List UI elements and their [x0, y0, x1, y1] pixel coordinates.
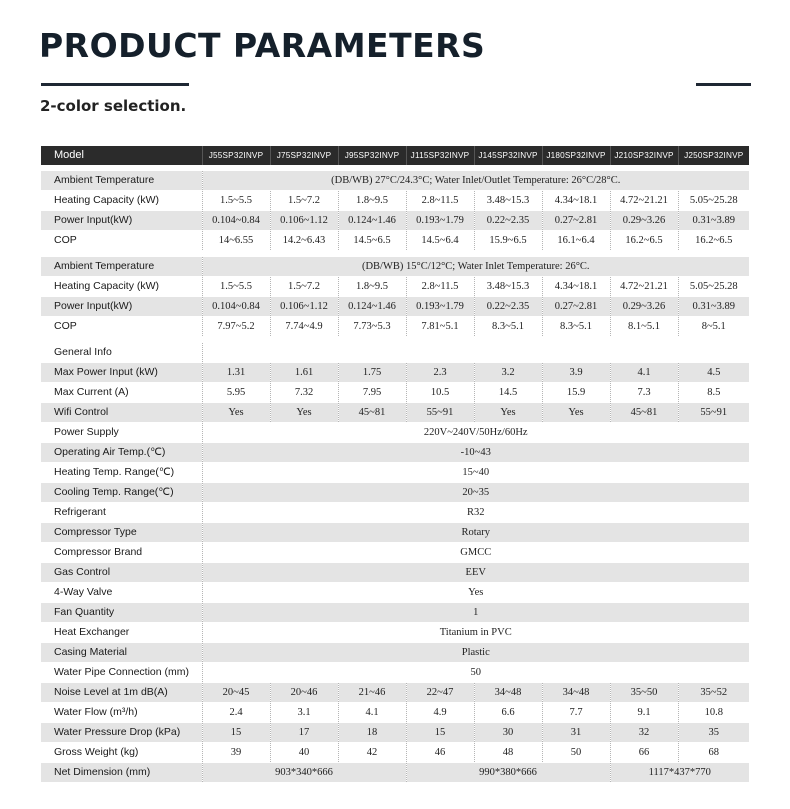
value-cell: 0.124~1.46 — [338, 211, 406, 231]
value-cell: 4.34~18.1 — [542, 277, 610, 297]
value-cell: 8.3~5.1 — [542, 317, 610, 337]
value-cell: 5.05~25.28 — [678, 191, 749, 211]
value-cell: 16.2~6.5 — [678, 231, 749, 251]
value-cell: 8~5.1 — [678, 317, 749, 337]
test-condition-row — [41, 171, 749, 191]
spec-row — [41, 723, 749, 743]
spec-row — [41, 543, 749, 563]
value-cell: 7.81~5.1 — [406, 317, 474, 337]
spec-row — [41, 483, 749, 503]
value-cell: 1.5~5.5 — [202, 191, 270, 211]
value-cell: 1.75 — [338, 363, 406, 383]
value-cell: 1.5~5.5 — [202, 277, 270, 297]
value-cell: 35~50 — [610, 683, 678, 703]
row-label: Compressor Brand — [41, 543, 202, 563]
spec-row — [41, 463, 749, 483]
row-label: 4-Way Valve — [41, 583, 202, 603]
row-label: Gross Weight (kg) — [41, 743, 202, 763]
value-cell: 50 — [542, 743, 610, 763]
model-header-cell: J55SP32INVP — [202, 146, 270, 165]
value-cell: EEV — [202, 563, 749, 583]
value-cell: 20~46 — [270, 683, 338, 703]
value-cell: 2.8~11.5 — [406, 277, 474, 297]
value-cell: 0.27~2.81 — [542, 211, 610, 231]
value-cell: Yes — [202, 583, 749, 603]
value-cell: Yes — [542, 403, 610, 423]
spec-row — [41, 623, 749, 643]
subtitle: 2-color selection. — [40, 97, 187, 115]
value-cell: 7.74~4.9 — [270, 317, 338, 337]
value-cell: 0.27~2.81 — [542, 297, 610, 317]
value-cell: R32 — [202, 503, 749, 523]
value-cell: 31 — [542, 723, 610, 743]
value-cell: (DB/WB) 15°C/12°C; Water Inlet Temperature: 26°C. — [202, 257, 749, 277]
test-condition-row — [41, 257, 749, 277]
value-cell: 3.9 — [542, 363, 610, 383]
value-cell: 30 — [474, 723, 542, 743]
value-cell: 16.1~6.4 — [542, 231, 610, 251]
value-cell: 7.73~5.3 — [338, 317, 406, 337]
value-cell: 2.8~11.5 — [406, 191, 474, 211]
value-cell: Yes — [474, 403, 542, 423]
value-cell: 40 — [270, 743, 338, 763]
value-cell: 15~40 — [202, 463, 749, 483]
model-header-label: Model — [54, 149, 84, 161]
row-label: Water Pipe Connection (mm) — [41, 663, 202, 683]
value-cell: -10~43 — [202, 443, 749, 463]
row-label: COP — [41, 317, 202, 337]
row-label: Max Power Input (kW) — [41, 363, 202, 383]
value-cell: 0.22~2.35 — [474, 297, 542, 317]
value-cell: 3.2 — [474, 363, 542, 383]
row-label: Refrigerant — [41, 503, 202, 523]
row-label: Power Input(kW) — [41, 297, 202, 317]
spec-row — [41, 643, 749, 663]
performance-row — [41, 277, 749, 297]
value-cell: 22~47 — [406, 683, 474, 703]
row-label: COP — [41, 231, 202, 251]
value-cell: 9.1 — [610, 703, 678, 723]
value-cell: 14.5 — [474, 383, 542, 403]
performance-row — [41, 317, 749, 337]
value-cell: 1.5~7.2 — [270, 191, 338, 211]
section-heading: General Info — [41, 343, 202, 363]
spec-row — [41, 563, 749, 583]
value-cell: 0.106~1.12 — [270, 297, 338, 317]
page-title: PRODUCT PARAMETERS — [39, 26, 486, 65]
value-cell: 14.2~6.43 — [270, 231, 338, 251]
value-cell: 0.106~1.12 — [270, 211, 338, 231]
value-cell: 14.5~6.4 — [406, 231, 474, 251]
value-cell: Yes — [202, 403, 270, 423]
spec-row — [41, 403, 749, 423]
value-cell: 34~48 — [542, 683, 610, 703]
row-label: Heating Temp. Range(℃) — [41, 463, 202, 483]
performance-row — [41, 191, 749, 211]
value-cell: 5.05~25.28 — [678, 277, 749, 297]
row-label: Heating Capacity (kW) — [41, 277, 202, 297]
value-cell: 55~91 — [678, 403, 749, 423]
value-cell: 66 — [610, 743, 678, 763]
value-cell: 39 — [202, 743, 270, 763]
model-header-cell: J250SP32INVP — [678, 146, 749, 165]
value-cell: 1.5~7.2 — [270, 277, 338, 297]
spec-row — [41, 523, 749, 543]
row-label: Casing Material — [41, 643, 202, 663]
row-label: Noise Level at 1m dB(A) — [41, 683, 202, 703]
title-underline-left — [41, 83, 189, 86]
value-cell: 32 — [610, 723, 678, 743]
value-cell: 7.95 — [338, 383, 406, 403]
performance-row — [41, 297, 749, 317]
row-label: Ambient Temperature — [41, 171, 202, 191]
value-cell: 20~45 — [202, 683, 270, 703]
value-cell: 45~81 — [338, 403, 406, 423]
value-cell: 35~52 — [678, 683, 749, 703]
value-cell: 15 — [406, 723, 474, 743]
spec-row — [41, 603, 749, 623]
value-cell: 0.104~0.84 — [202, 297, 270, 317]
value-cell: 0.104~0.84 — [202, 211, 270, 231]
row-label: Heating Capacity (kW) — [41, 191, 202, 211]
row-label: Power Supply — [41, 423, 202, 443]
spec-row — [41, 583, 749, 603]
row-label: Ambient Temperature — [41, 257, 202, 277]
value-cell: 18 — [338, 723, 406, 743]
value-cell: Yes — [270, 403, 338, 423]
value-cell: 7.7 — [542, 703, 610, 723]
model-header-cell: J75SP32INVP — [270, 146, 338, 165]
spec-row — [41, 503, 749, 523]
row-label: Water Pressure Drop (kPa) — [41, 723, 202, 743]
model-header-cell: J95SP32INVP — [338, 146, 406, 165]
model-header-cell: J180SP32INVP — [542, 146, 610, 165]
value-cell: 7.32 — [270, 383, 338, 403]
product-parameters-table — [41, 146, 749, 783]
value-cell: 48 — [474, 743, 542, 763]
value-cell: 0.22~2.35 — [474, 211, 542, 231]
value-cell: 2.3 — [406, 363, 474, 383]
value-cell: 1.61 — [270, 363, 338, 383]
empty-cell — [202, 343, 749, 363]
performance-row — [41, 231, 749, 251]
value-cell: 0.31~3.89 — [678, 297, 749, 317]
value-cell: 15.9~6.5 — [474, 231, 542, 251]
spec-row — [41, 423, 749, 443]
value-cell: 20~35 — [202, 483, 749, 503]
general-info-heading — [41, 343, 749, 363]
value-cell: 7.97~5.2 — [202, 317, 270, 337]
value-cell: 55~91 — [406, 403, 474, 423]
value-cell: 2.4 — [202, 703, 270, 723]
value-cell: 3.48~15.3 — [474, 277, 542, 297]
row-label: Fan Quantity — [41, 603, 202, 623]
value-cell: 1.31 — [202, 363, 270, 383]
spec-row — [41, 443, 749, 463]
value-cell: 0.29~3.26 — [610, 297, 678, 317]
value-cell: 1.8~9.5 — [338, 277, 406, 297]
spec-row — [41, 683, 749, 703]
value-cell: 8.1~5.1 — [610, 317, 678, 337]
value-cell: 4.72~21.21 — [610, 277, 678, 297]
model-header-row — [41, 146, 749, 165]
value-cell: 14~6.55 — [202, 231, 270, 251]
value-cell: 4.1 — [610, 363, 678, 383]
value-cell: 1117*437*770 — [610, 763, 749, 783]
performance-row — [41, 211, 749, 231]
model-header-cell: J210SP32INVP — [610, 146, 678, 165]
value-cell: 46 — [406, 743, 474, 763]
value-cell: 45~81 — [610, 403, 678, 423]
value-cell: 0.29~3.26 — [610, 211, 678, 231]
value-cell: 10.5 — [406, 383, 474, 403]
spec-row — [41, 363, 749, 383]
row-label: Compressor Type — [41, 523, 202, 543]
value-cell: 6.6 — [474, 703, 542, 723]
value-cell: 903*340*666 — [202, 763, 406, 783]
value-cell: 8.5 — [678, 383, 749, 403]
value-cell: 990*380*666 — [406, 763, 610, 783]
value-cell: 35 — [678, 723, 749, 743]
value-cell: GMCC — [202, 543, 749, 563]
value-cell: 14.5~6.5 — [338, 231, 406, 251]
value-cell: 3.48~15.3 — [474, 191, 542, 211]
row-label: Power Input(kW) — [41, 211, 202, 231]
net-dimension-row — [41, 763, 749, 783]
value-cell: 7.3 — [610, 383, 678, 403]
value-cell: Plastic — [202, 643, 749, 663]
spec-row — [41, 703, 749, 723]
row-label: Net Dimension (mm) — [41, 763, 202, 783]
value-cell: 0.31~3.89 — [678, 211, 749, 231]
value-cell: 21~46 — [338, 683, 406, 703]
row-label: Cooling Temp. Range(℃) — [41, 483, 202, 503]
value-cell: 16.2~6.5 — [610, 231, 678, 251]
spec-row — [41, 663, 749, 683]
row-label: Max Current (A) — [41, 383, 202, 403]
row-label: Water Flow (m³/h) — [41, 703, 202, 723]
title-underline-right — [696, 83, 751, 86]
value-cell: 0.193~1.79 — [406, 297, 474, 317]
value-cell: 1 — [202, 603, 749, 623]
row-label: Wifi Control — [41, 403, 202, 423]
value-cell: 34~48 — [474, 683, 542, 703]
value-cell: 5.95 — [202, 383, 270, 403]
value-cell: 4.9 — [406, 703, 474, 723]
value-cell: 4.72~21.21 — [610, 191, 678, 211]
value-cell: 4.5 — [678, 363, 749, 383]
spec-row — [41, 743, 749, 763]
value-cell: Titanium in PVC — [202, 623, 749, 643]
model-header-cell: J145SP32INVP — [474, 146, 542, 165]
value-cell: 68 — [678, 743, 749, 763]
value-cell: 15 — [202, 723, 270, 743]
row-label: Heat Exchanger — [41, 623, 202, 643]
row-label: Gas Control — [41, 563, 202, 583]
value-cell: 15.9 — [542, 383, 610, 403]
model-header-cell: J115SP32INVP — [406, 146, 474, 165]
value-cell: 4.1 — [338, 703, 406, 723]
value-cell: 8.3~5.1 — [474, 317, 542, 337]
value-cell: 50 — [202, 663, 749, 683]
value-cell: 0.193~1.79 — [406, 211, 474, 231]
value-cell: 1.8~9.5 — [338, 191, 406, 211]
value-cell: 4.34~18.1 — [542, 191, 610, 211]
value-cell: 3.1 — [270, 703, 338, 723]
value-cell: 42 — [338, 743, 406, 763]
value-cell: (DB/WB) 27°C/24.3°C; Water Inlet/Outlet Temperature: 26°C/28°C. — [202, 171, 749, 191]
value-cell: Rotary — [202, 523, 749, 543]
spec-row — [41, 383, 749, 403]
value-cell: 220V~240V/50Hz/60Hz — [202, 423, 749, 443]
value-cell: 10.8 — [678, 703, 749, 723]
row-label: Operating Air Temp.(℃) — [41, 443, 202, 463]
value-cell: 0.124~1.46 — [338, 297, 406, 317]
value-cell: 17 — [270, 723, 338, 743]
